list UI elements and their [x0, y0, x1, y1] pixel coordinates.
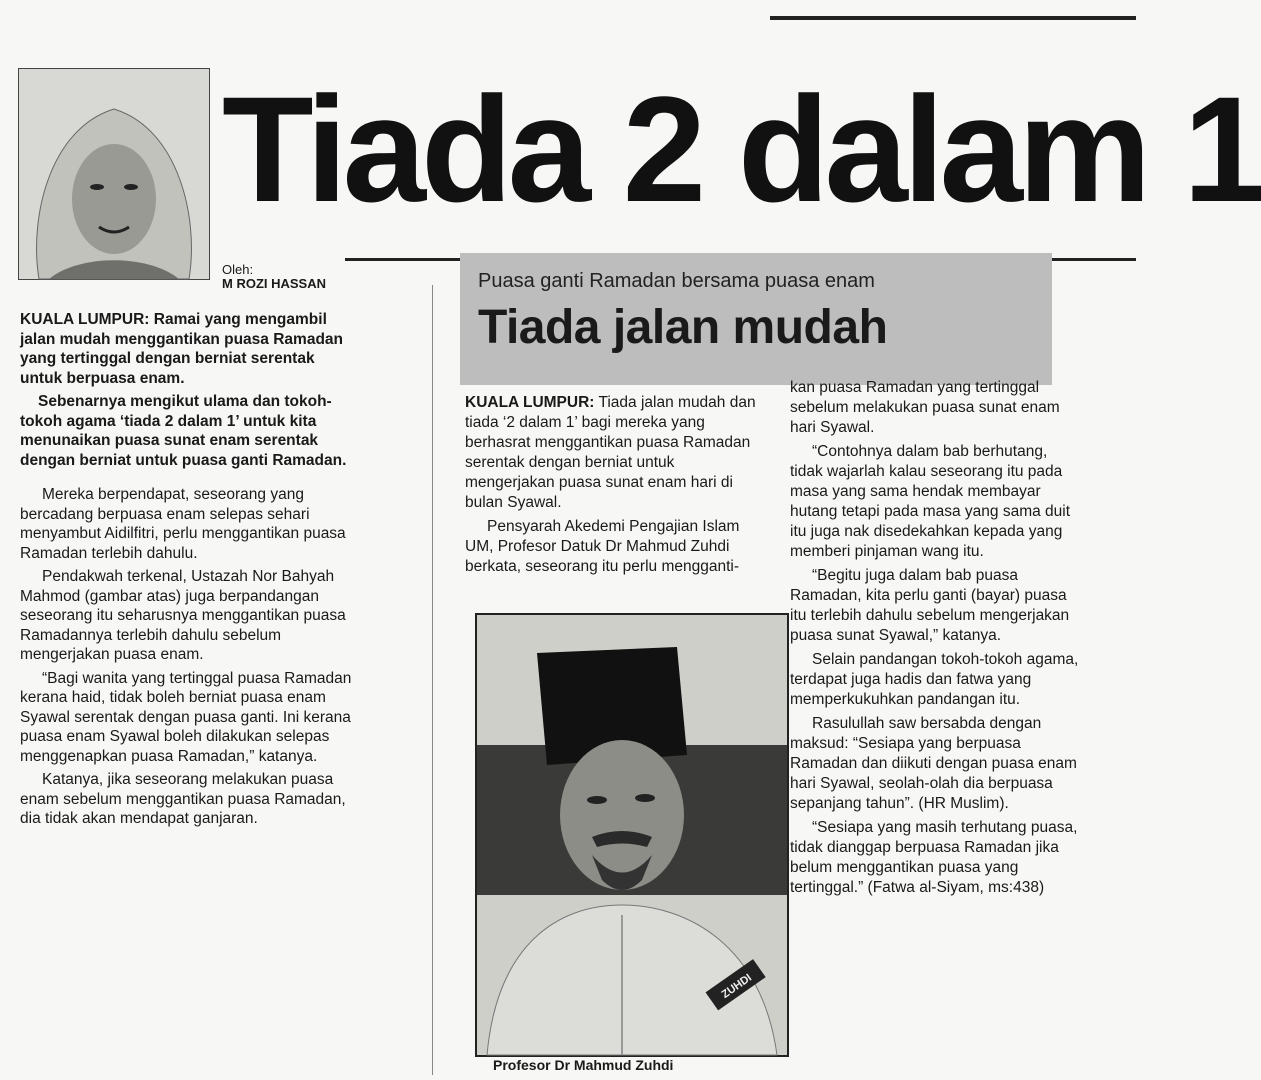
- top-rule: [770, 16, 1136, 20]
- dateline: KUALA LUMPUR:: [20, 311, 150, 328]
- paragraph: Mereka berpendapat, seseorang yang bercadang berpuasa enam selepas sehari menyambut Aidilfitri, perlu menggantikan puasa Ramadan terlebih dahulu.: [20, 486, 346, 562]
- column-3: [790, 378, 1080, 902]
- name-tag: ZUHDI: [719, 971, 754, 1001]
- subheadline: Tiada jalan mudah: [478, 301, 888, 354]
- paragraph: “Contohnya dalam bab berhutang, tidak wajarlah kalau seseorang itu pada masa yang sama hendak membayar hutang tetapi pada masa yang sama duit itu juga nak disedekahkan kepada yang memberi pinjaman wang itu.: [790, 443, 1071, 560]
- portrait-photo: [18, 68, 210, 280]
- paragraph: “Sesiapa yang masih terhutang puasa, tidak dianggap berpuasa Ramadan jika belum menggantikan puasa yang tertinggal.” (Fatwa al-Siyam, ms:438): [790, 819, 1078, 896]
- paragraph: kan puasa Ramadan yang tertinggal sebelum melakukan puasa sunat enam hari Syawal.: [790, 379, 1060, 436]
- paragraph-text: Pensyarah Akedemi Pengajian Islam UM, Profesor Datuk Dr Mahmud Zuhdi berkata, seseorang itu perlu mengganti-: [465, 518, 740, 575]
- column-2: [465, 393, 763, 581]
- paragraph: “Bagi wanita yang tertinggal puasa Ramadan kerana haid, tidak boleh berniat puasa enam Syawal serentak dengan puasa ganti. Ini kerana puasa enam Syawal boleh dilakukan selepas menggenapkan puasa Ramadan,” katanya.: [20, 669, 352, 765]
- paragraph-text: Sebenarnya mengikut ulama dan tokoh-tokoh agama ‘tiada 2 dalam 1’ untuk kita menunaikan puasa sunat enam serentak dengan berniat untuk puasa ganti Ramadan.: [20, 393, 347, 469]
- photo-caption: Profesor Dr Mahmud Zuhdi: [493, 1057, 674, 1073]
- paragraph: Rasulullah saw bersabda dengan maksud: “Sesiapa yang berpuasa Ramadan dan diikuti dengan puasa enam hari Syawal, seolah-olah dia berpuasa sepanjang tahun”. (HR Muslim).: [790, 715, 1077, 812]
- paragraph: [465, 393, 763, 513]
- headline: [222, 64, 1261, 264]
- paragraph: “Begitu juga dalam bab puasa Ramadan, kita perlu ganti (bayar) puasa itu terlebih dahulu sebelum mengerjakan puasa sunat Syawal,” katanya.: [790, 567, 1070, 644]
- lead-paragraph: [20, 310, 355, 388]
- byline-label: Oleh:: [222, 262, 254, 277]
- paragraph: [465, 517, 763, 577]
- dateline: KUALA LUMPUR:: [465, 394, 595, 411]
- column-divider: [432, 285, 433, 1075]
- paragraph-text: Tiada jalan mudah dan tiada ‘2 dalam 1’ bagi mereka yang berhasrat menggantikan puasa Ramadan serentak dengan berniat untuk mengerjakan puasa sunat enam hari di bulan Syawal.: [465, 394, 756, 511]
- lead-paragraph: [20, 392, 355, 470]
- professor-photo: [475, 613, 789, 1057]
- lead-paragraphs: [20, 310, 355, 474]
- paragraph: Katanya, jika seseorang melakukan puasa enam sebelum menggantikan puasa Ramadan, dia tidak akan mendapat ganjaran.: [20, 771, 346, 827]
- paragraph: Pendakwah terkenal, Ustazah Nor Bahyah Mahmod (gambar atas) juga berpandangan seseorang itu seharusnya menggantikan puasa Ramadannya terlebih dahulu sebelum mengerjakan puasa enam.: [20, 568, 346, 663]
- headline-text: Tiada 2 dalam 1: [222, 65, 1261, 233]
- kicker: Puasa ganti Ramadan bersama puasa enam: [478, 270, 875, 292]
- byline-name: M ROZI HASSAN: [222, 276, 326, 291]
- paragraph-text: Ramai yang mengambil jalan mudah menggantikan puasa Ramadan yang tertinggal dengan berniat serentak untuk berpuasa enam.: [20, 311, 343, 387]
- column-1: [20, 485, 355, 833]
- paragraph: Selain pandangan tokoh-tokoh agama, terdapat juga hadis dan fatwa yang memperkukuhkan pandangan itu.: [790, 651, 1079, 708]
